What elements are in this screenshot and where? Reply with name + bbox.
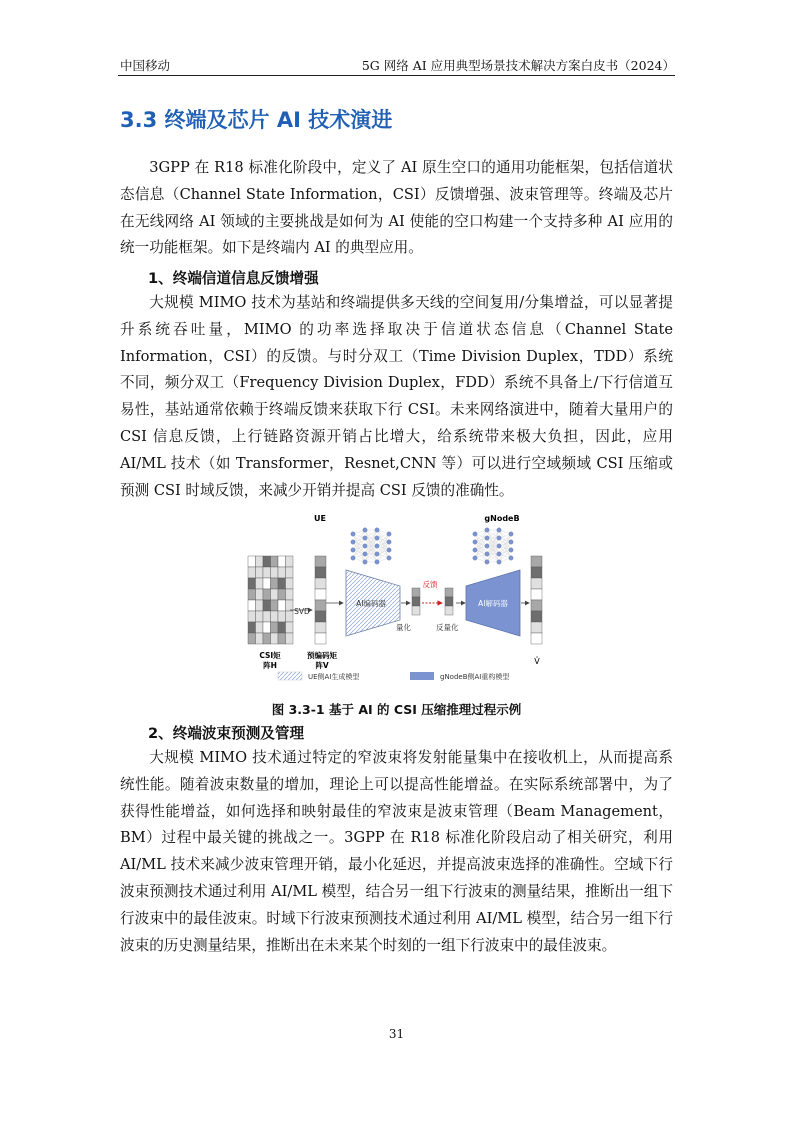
nn-node bbox=[509, 532, 513, 536]
reconstructed-vector-cell bbox=[531, 567, 542, 578]
header-doc-title: 5G 网络 AI 应用典型场景技术解决方案白皮书（2024） bbox=[361, 58, 675, 73]
figure-caption: 图 3.3-1 基于 AI 的 CSI 压缩推理过程示例 bbox=[271, 702, 522, 717]
nn-node bbox=[497, 544, 501, 548]
nn-node bbox=[485, 560, 489, 564]
csi-matrix-label-line1: CSI矩 bbox=[259, 651, 281, 660]
csi-matrix-cell bbox=[256, 567, 264, 578]
csi-matrix-cell bbox=[278, 611, 286, 622]
nn-node bbox=[509, 556, 513, 560]
reconstructed-vector-cell bbox=[531, 611, 542, 622]
nn-node bbox=[485, 552, 489, 556]
nn-node bbox=[375, 552, 379, 556]
subsection-1-body: 大规模 MIMO 技术为基站和终端提供多天线的空间复用/分集增益，可以显著提升系统吞吐量，MIMO 的功率选择取决于信道状态信息（Channel State Information，CSI）的反馈。与时分双工（Time Division Duplex，TDD）系统不同，频分双工（Frequency Division Duplex，FDD）系统不具备上/下行信道互易性，基站通常依赖于终端反馈来获取下行 CSI。未来网络演进中，随着大量用户的 CSI 信息反馈，上行链路资源开销占比增大，给系统带来极大负担，因此，应用 AI/ML 技术（如 Transformer，Resnet,CNN 等）可以进行空域频域 CSI 压缩或预测 CSI 时域反馈，来减少开销并提高 CSI 反馈的准确性。 bbox=[120, 294, 673, 499]
csi-matrix-cell bbox=[256, 578, 264, 589]
nn-node bbox=[497, 560, 501, 564]
csi-matrix-cell bbox=[256, 600, 264, 611]
precoding-vector-cell bbox=[315, 633, 326, 644]
csi-matrix-cell bbox=[286, 600, 294, 611]
csi-matrix-cell bbox=[263, 556, 271, 567]
dequantized-code-cell bbox=[445, 597, 453, 606]
precoding-vector-cell bbox=[315, 567, 326, 578]
csi-matrix-cell bbox=[271, 633, 279, 644]
reconstructed-vector-label: V̂ bbox=[534, 657, 540, 666]
nn-node bbox=[485, 544, 489, 548]
nn-node bbox=[387, 540, 391, 544]
csi-matrix-cell bbox=[263, 633, 271, 644]
precoding-label-line2: 阵V bbox=[315, 661, 329, 670]
csi-matrix-cell bbox=[278, 600, 286, 611]
nn-node bbox=[363, 560, 367, 564]
precoding-vector-cell bbox=[315, 578, 326, 589]
csi-matrix-cell bbox=[248, 633, 256, 644]
csi-matrix-cell bbox=[256, 556, 264, 567]
dequantized-code bbox=[445, 588, 453, 615]
ai-decoder-label: AI解码器 bbox=[478, 599, 508, 608]
csi-matrix-cell bbox=[278, 567, 286, 578]
csi-matrix-cell bbox=[286, 633, 294, 644]
nn-node bbox=[375, 560, 379, 564]
ue-label: UE bbox=[314, 514, 326, 523]
quantized-code-cell bbox=[412, 606, 420, 615]
intro-paragraph: 3GPP 在 R18 标准化阶段中，定义了 AI 原生空口的通用功能框架，包括信道状态信息（Channel State Information，CSI）反馈增强、波束管理等。终端及芯片在无线网络 AI 领域的主要挑战是如何为 AI 使能的空口构建一个支持多种 AI 应用的统一功能框架。如下是终端内 AI 的典型应用。 bbox=[120, 159, 673, 257]
nn-node bbox=[509, 548, 513, 552]
quantized-code-cell bbox=[412, 588, 420, 597]
nn-node bbox=[363, 528, 367, 532]
csi-matrix-cell bbox=[248, 567, 256, 578]
nn-node bbox=[497, 536, 501, 540]
precoding-vector-cell bbox=[315, 600, 326, 611]
csi-matrix-cell bbox=[278, 633, 286, 644]
reconstructed-vector-cell bbox=[531, 589, 542, 600]
nn-node bbox=[363, 552, 367, 556]
csi-matrix-cell bbox=[263, 600, 271, 611]
nn-node bbox=[473, 540, 477, 544]
nn-node bbox=[497, 552, 501, 556]
csi-matrix-cell bbox=[271, 578, 279, 589]
csi-matrix-cell bbox=[263, 578, 271, 589]
subsection-1-title: 1、终端信道信息反馈增强 bbox=[148, 270, 319, 287]
csi-matrix-cell bbox=[263, 611, 271, 622]
csi-matrix-cell bbox=[278, 578, 286, 589]
nn-node bbox=[363, 544, 367, 548]
dequantize-label: 反量化 bbox=[436, 623, 459, 632]
csi-matrix-cell bbox=[278, 556, 286, 567]
csi-matrix-cell bbox=[248, 622, 256, 633]
csi-matrix-cell bbox=[256, 611, 264, 622]
csi-matrix-cell bbox=[286, 622, 294, 633]
precoding-vector-cell bbox=[315, 589, 326, 600]
nn-node bbox=[375, 544, 379, 548]
csi-matrix-cell bbox=[271, 567, 279, 578]
subsection-2-title: 2、终端波束预测及管理 bbox=[148, 725, 305, 742]
csi-matrix-cell bbox=[286, 589, 294, 600]
reconstructed-vector-cell bbox=[531, 622, 542, 633]
header-org: 中国移动 bbox=[120, 58, 171, 73]
csi-matrix-grid bbox=[248, 556, 293, 644]
page-number: 31 bbox=[388, 1027, 405, 1041]
nn-node bbox=[509, 540, 513, 544]
precoding-vector-cell bbox=[315, 556, 326, 567]
header-rule bbox=[118, 75, 675, 76]
reconstructed-vector-cell bbox=[531, 578, 542, 589]
csi-matrix-cell bbox=[271, 600, 279, 611]
csi-matrix-cell bbox=[256, 622, 264, 633]
csi-matrix-cell bbox=[278, 589, 286, 600]
nn-node bbox=[351, 540, 355, 544]
reconstructed-vector-cell bbox=[531, 633, 542, 644]
csi-matrix-cell bbox=[263, 622, 271, 633]
csi-matrix-cell bbox=[271, 611, 279, 622]
legend-ue-swatch bbox=[278, 672, 302, 680]
csi-matrix-cell bbox=[286, 567, 294, 578]
reconstructed-vector-cell bbox=[531, 556, 542, 567]
nn-node bbox=[351, 556, 355, 560]
csi-matrix-cell bbox=[256, 589, 264, 600]
csi-matrix-cell bbox=[278, 622, 286, 633]
nn-node bbox=[375, 528, 379, 532]
csi-matrix-cell bbox=[248, 556, 256, 567]
csi-matrix-cell bbox=[286, 611, 294, 622]
reconstructed-vector-cell bbox=[531, 600, 542, 611]
legend-gnb-swatch bbox=[410, 672, 434, 680]
subsection-2-body: 大规模 MIMO 技术通过特定的窄波束将发射能量集中在接收机上，从而提高系统性能。随着波束数量的增加，理论上可以提高性能增益。在实际系统部署中，为了获得性能增益，如何选择和映射最佳的窄波束是波束管理（Beam Management，BM）过程中最关键的挑战之一。3GPP 在 R18 标准化阶段启动了相关研究，利用 AI/ML 技术来减少波束管理开销，最小化延迟，并提高波束选择的准确性。空域下行波束预测技术通过利用 AI/ML 模型，结合另一组下行波束的测量结果，推断出一组下行波束中的最佳波束。时域下行波束预测技术通过利用 AI/ML 模型，结合另一组下行波束的历史测量结果，推断出在未来某个时刻的一组下行波束中的最佳波束。 bbox=[120, 749, 673, 954]
csi-matrix-cell bbox=[271, 556, 279, 567]
gnb-label: gNodeB bbox=[484, 514, 520, 523]
csi-matrix-cell bbox=[263, 589, 271, 600]
csi-matrix-cell bbox=[286, 578, 294, 589]
nn-node bbox=[387, 548, 391, 552]
nn-node bbox=[387, 556, 391, 560]
csi-matrix-cell bbox=[271, 622, 279, 633]
precoding-vector-cell bbox=[315, 622, 326, 633]
csi-matrix-cell bbox=[248, 578, 256, 589]
csi-matrix-cell bbox=[263, 567, 271, 578]
dequantized-code-cell bbox=[445, 606, 453, 615]
nn-node bbox=[351, 548, 355, 552]
nn-node bbox=[473, 532, 477, 536]
csi-matrix-cell bbox=[286, 556, 294, 567]
quantized-code-cell bbox=[412, 597, 420, 606]
nn-node bbox=[473, 548, 477, 552]
reconstructed-vector bbox=[531, 556, 542, 644]
csi-matrix-label-line2: 阵H bbox=[263, 661, 277, 670]
feedback-label: 反馈 bbox=[422, 580, 438, 589]
nn-node bbox=[351, 532, 355, 536]
legend-ue-label: UE侧AI生成模型 bbox=[308, 673, 360, 681]
csi-matrix-cell bbox=[256, 633, 264, 644]
csi-matrix-cell bbox=[271, 589, 279, 600]
dequantized-code-cell bbox=[445, 588, 453, 597]
nn-node bbox=[497, 528, 501, 532]
nn-node bbox=[387, 532, 391, 536]
nn-node bbox=[473, 556, 477, 560]
quantize-label: 量化 bbox=[396, 623, 411, 632]
precoding-vector-cell bbox=[315, 611, 326, 622]
nn-node bbox=[485, 528, 489, 532]
csi-matrix-cell bbox=[248, 589, 256, 600]
nn-node bbox=[375, 536, 379, 540]
nn-node bbox=[485, 536, 489, 540]
nn-node bbox=[363, 536, 367, 540]
decoder-nn-icon bbox=[473, 528, 513, 564]
svd-label: SVD bbox=[294, 607, 310, 616]
ai-encoder-label: AI编码器 bbox=[356, 599, 386, 608]
quantized-code bbox=[412, 588, 420, 615]
csi-compression-figure bbox=[240, 508, 570, 690]
section-title: 3.3 终端及芯片 AI 技术演进 bbox=[120, 108, 393, 132]
legend-gnb-label: gNodeB侧AI重构模型 bbox=[440, 673, 510, 681]
csi-matrix-cell bbox=[248, 600, 256, 611]
encoder-nn-icon bbox=[351, 528, 391, 564]
precoding-label-line1: 预编码矩 bbox=[307, 651, 337, 660]
precoding-vector bbox=[315, 556, 326, 644]
csi-matrix-cell bbox=[248, 611, 256, 622]
